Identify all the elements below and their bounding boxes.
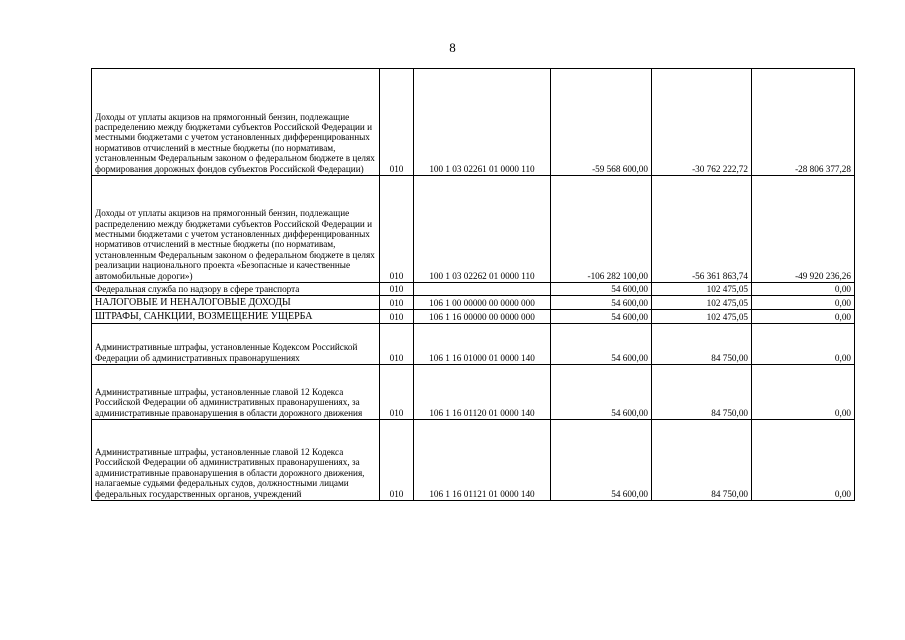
row-kbk <box>414 283 551 296</box>
row-kbk: 106 1 00 00000 00 0000 000 <box>414 296 551 310</box>
row-value-3: 0,00 <box>752 324 855 365</box>
row-name: НАЛОГОВЫЕ И НЕНАЛОГОВЫЕ ДОХОДЫ <box>92 296 380 310</box>
table-row <box>92 324 855 365</box>
row-code: 010 <box>380 324 414 365</box>
table-row <box>92 296 855 310</box>
table-row <box>92 283 855 296</box>
row-kbk: 106 1 16 00000 00 0000 000 <box>414 310 551 324</box>
table-row <box>92 365 855 420</box>
row-value-1: 54 600,00 <box>551 365 652 420</box>
row-value-2: 84 750,00 <box>652 420 752 501</box>
row-value-3: -28 806 377,28 <box>752 69 855 176</box>
row-value-2: 102 475,05 <box>652 283 752 296</box>
row-name: ШТРАФЫ, САНКЦИИ, ВОЗМЕЩЕНИЕ УЩЕРБА <box>92 310 380 324</box>
table-row <box>92 176 855 283</box>
page-number: 8 <box>449 40 456 55</box>
row-code: 010 <box>380 283 414 296</box>
row-value-3: 0,00 <box>752 310 855 324</box>
row-value-1: 54 600,00 <box>551 324 652 365</box>
row-name: Федеральная служба по надзору в сфере транспорта <box>92 283 380 296</box>
row-code: 010 <box>380 310 414 324</box>
row-value-2: 102 475,05 <box>652 310 752 324</box>
row-value-3: 0,00 <box>752 296 855 310</box>
table-row <box>92 310 855 324</box>
row-name: Доходы от уплаты акцизов на прямогонный бензин, подлежащие распределению между бюджетами субъектов Российской Федерации и местными бюджетами с учетом установленных дифференцированных нормативов отчислений в местные бюджеты (по нормативам, установленным Федеральным законом о федеральном бюджете в целях формирования дорожных фондов субъектов Российской Федерации) <box>92 69 380 176</box>
row-name: Административные штрафы, установленные главой 12 Кодекса Российской Федерации об административных правонарушениях, за административные правонарушения в области дорожного движения, налагаемые судьями федеральных судов, должностными лицами федеральных государственных органов, учреждений <box>92 420 380 501</box>
row-value-3: 0,00 <box>752 365 855 420</box>
row-kbk: 106 1 16 01121 01 0000 140 <box>414 420 551 501</box>
row-value-2: -56 361 863,74 <box>652 176 752 283</box>
row-value-3: -49 920 236,26 <box>752 176 855 283</box>
table-row <box>92 69 855 176</box>
row-name: Доходы от уплаты акцизов на прямогонный бензин, подлежащие распределению между бюджетами субъектов Российской Федерации и местными бюджетами с учетом установленных дифференцированных нормативов отчислений в местные бюджеты (по нормативам, установленным Федеральным законом о федеральном бюджете в целях реализации национального проекта «Безопасные и качественные автомобильные дороги») <box>92 176 380 283</box>
row-value-2: -30 762 222,72 <box>652 69 752 176</box>
table-row <box>92 420 855 501</box>
row-value-1: 54 600,00 <box>551 296 652 310</box>
row-value-1: 54 600,00 <box>551 283 652 296</box>
row-kbk: 106 1 16 01120 01 0000 140 <box>414 365 551 420</box>
row-name: Административные штрафы, установленные главой 12 Кодекса Российской Федерации об административных правонарушениях, за административные правонарушения в области дорожного движения <box>92 365 380 420</box>
row-kbk: 100 1 03 02261 01 0000 110 <box>414 69 551 176</box>
row-code: 010 <box>380 296 414 310</box>
row-value-1: -106 282 100,00 <box>551 176 652 283</box>
row-value-1: -59 568 600,00 <box>551 69 652 176</box>
row-value-1: 54 600,00 <box>551 420 652 501</box>
row-code: 010 <box>380 365 414 420</box>
row-value-2: 84 750,00 <box>652 365 752 420</box>
row-kbk: 100 1 03 02262 01 0000 110 <box>414 176 551 283</box>
row-code: 010 <box>380 176 414 283</box>
row-value-2: 102 475,05 <box>652 296 752 310</box>
row-value-1: 54 600,00 <box>551 310 652 324</box>
revenue-table <box>91 68 855 501</box>
row-value-2: 84 750,00 <box>652 324 752 365</box>
row-code: 010 <box>380 69 414 176</box>
row-value-3: 0,00 <box>752 283 855 296</box>
row-kbk: 106 1 16 01000 01 0000 140 <box>414 324 551 365</box>
row-value-3: 0,00 <box>752 420 855 501</box>
row-code: 010 <box>380 420 414 501</box>
row-name: Административные штрафы, установленные Кодексом Российской Федерации об административных правонарушениях <box>92 324 380 365</box>
